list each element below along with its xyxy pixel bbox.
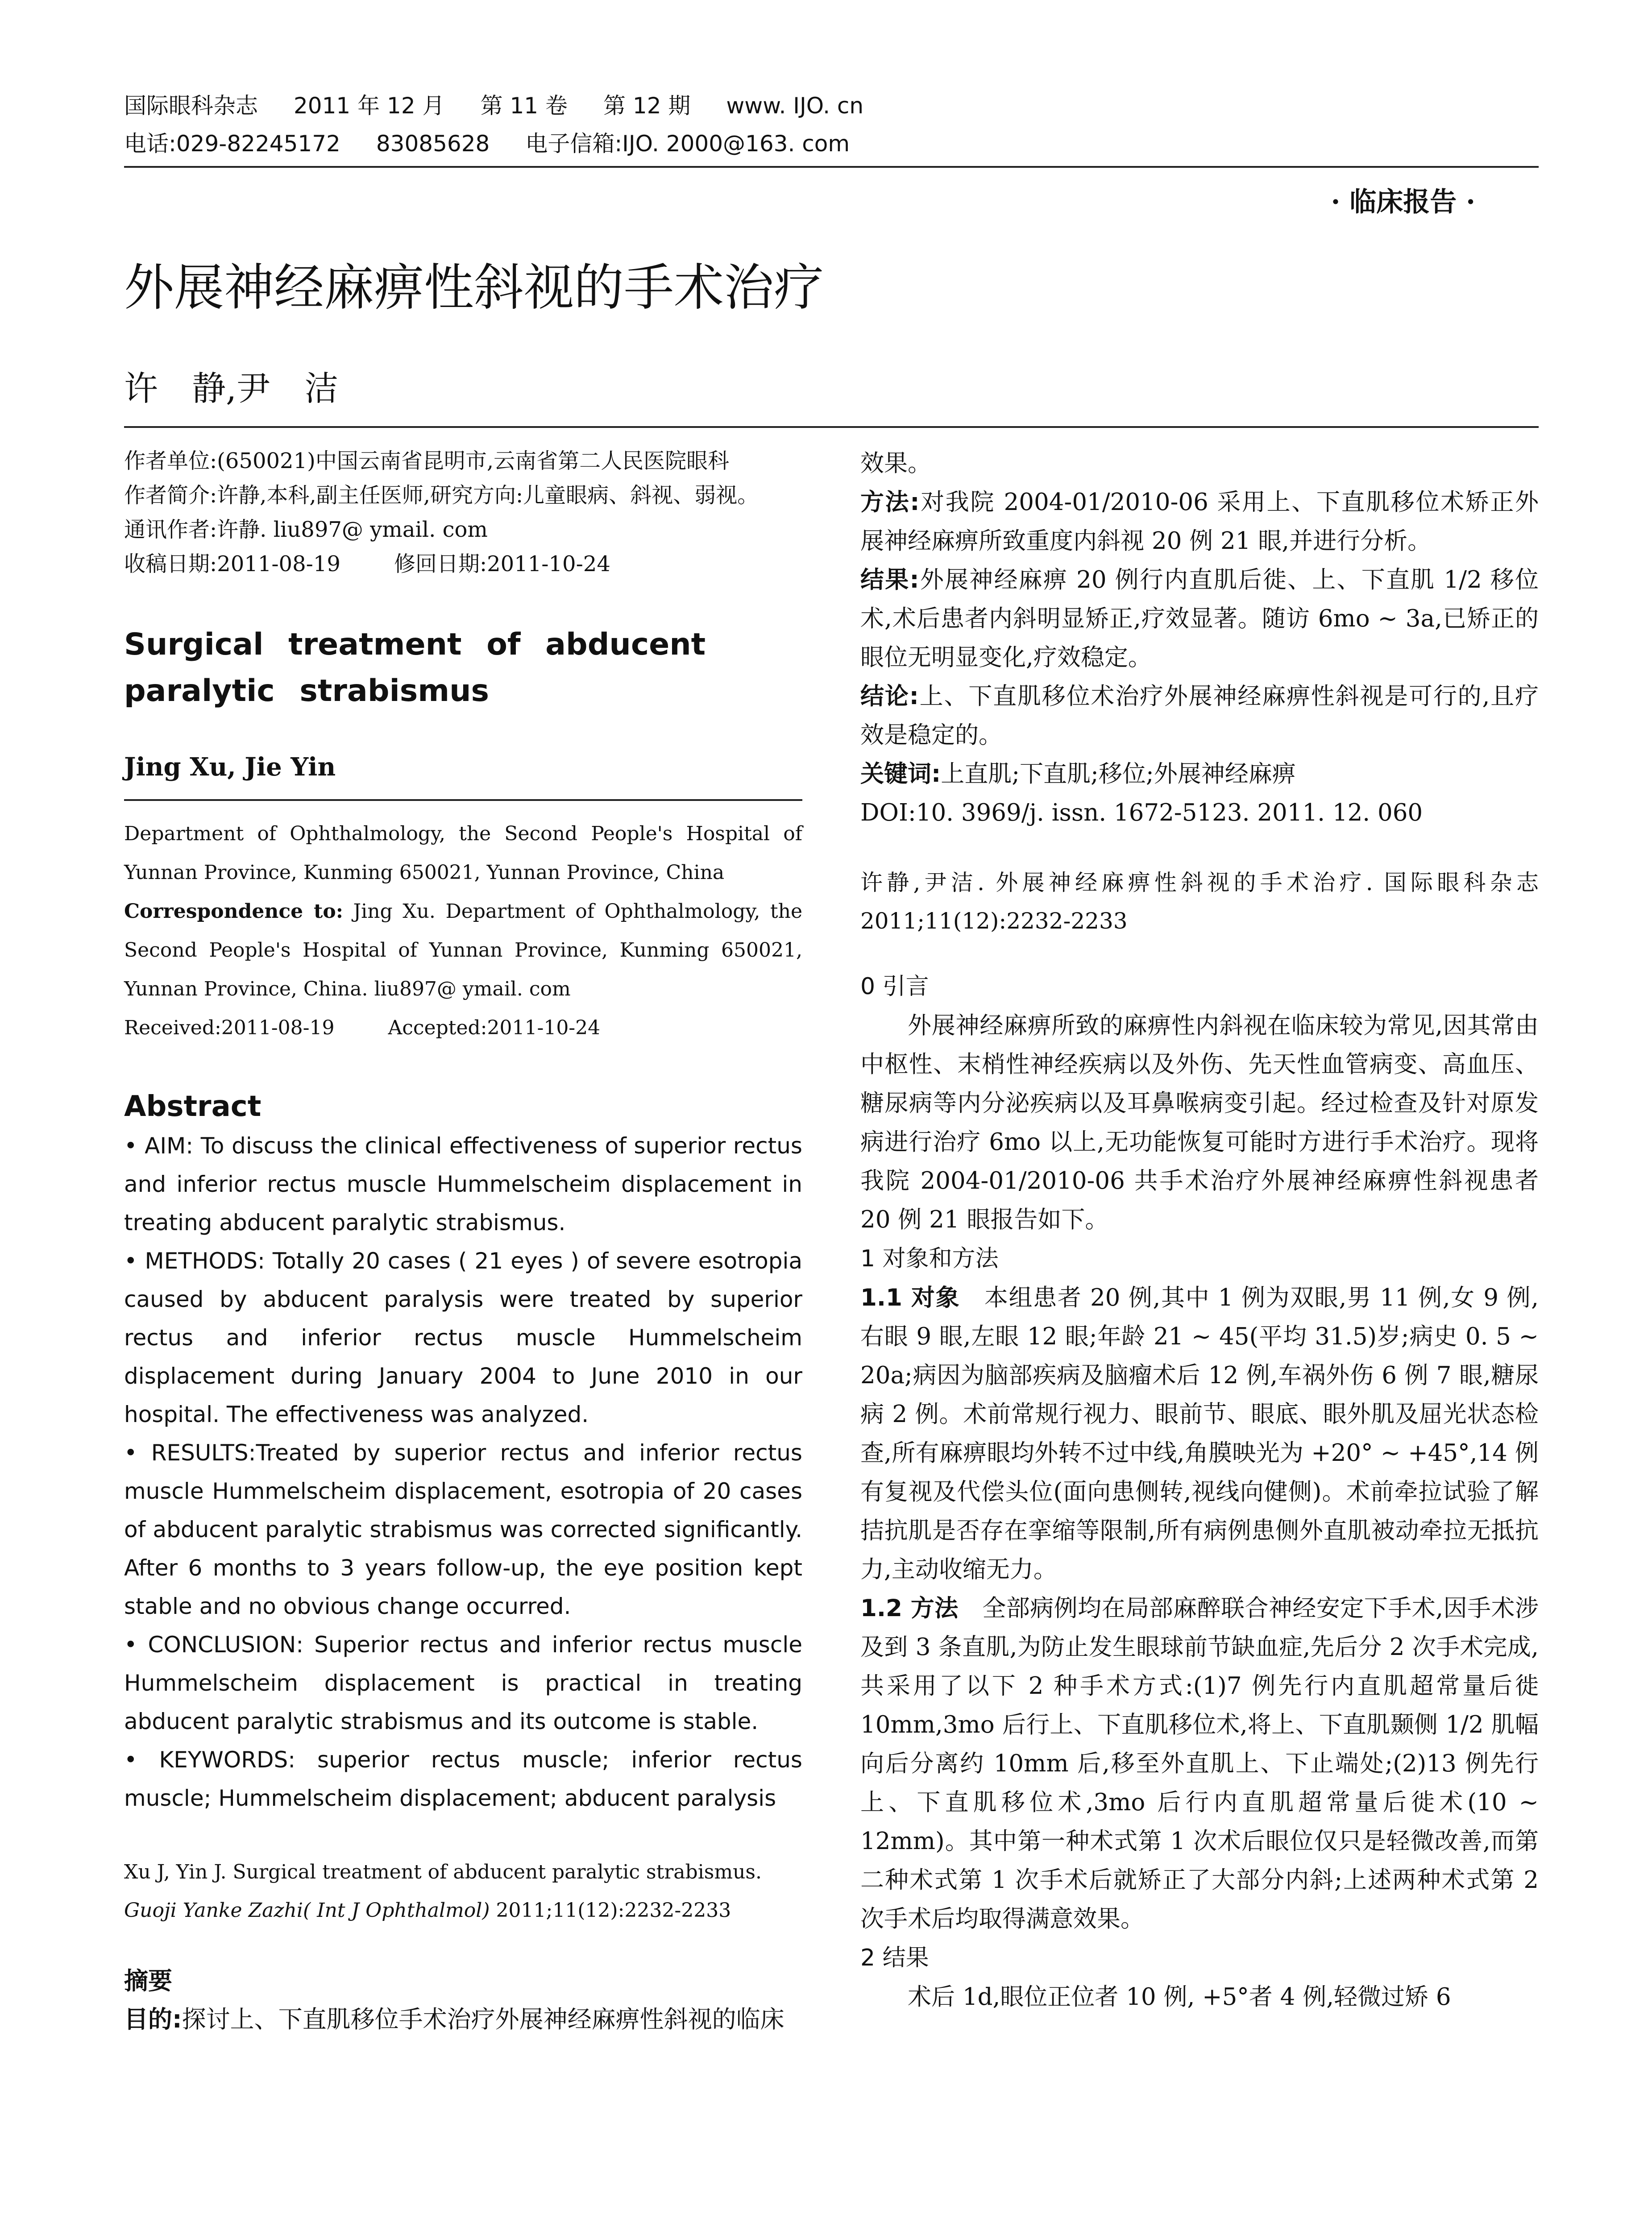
section-2-paragraph: 术后 1d,眼位正位者 10 例, +5°者 4 例,轻微过矫 6 bbox=[908, 1983, 1451, 2011]
phone-2: 83085628 bbox=[376, 131, 490, 157]
section-2-title: 2 结果 bbox=[860, 1945, 929, 1971]
abstract-heading-en: Abstract bbox=[124, 1090, 261, 1123]
left-column bbox=[124, 444, 802, 2039]
section-0-paragraph: 外展神经麻痹所致的麻痹性内斜视在临床较为常见,因其常由中枢性、末梢性神经疾病以及外伤、先天性血管病变、高血压、糖尿病等内分泌疾病以及耳鼻喉病变引起。经过检查及针对原发病进行治疗 6mo 以上,无功能恢复可能时方进行手术治疗。现将我院 2004-01/2010-06 共手术治疗外展神经麻痹性斜视患者 20 例 21 眼报告如下。 bbox=[860, 1012, 1539, 1233]
abstract-keywords: • KEYWORDS: superior rectus muscle; inferior rectus muscle; Hummelscheim displacement; abducent paralysis bbox=[124, 1747, 802, 1811]
corresponding-author: 通讯作者:许静. liu897@ ymail. com bbox=[124, 517, 488, 542]
journal-header-line1 bbox=[124, 89, 899, 122]
doi: DOI:10. 3969/j. issn. 1672-5123. 2011. 12. 060 bbox=[860, 799, 1423, 826]
abstract-heading-cn: 摘要 bbox=[124, 1967, 172, 1995]
abstract-en bbox=[124, 1127, 802, 1817]
title-rule bbox=[124, 426, 1539, 428]
author-info-cn bbox=[124, 444, 802, 581]
right-column bbox=[860, 444, 1539, 2016]
citation-en bbox=[124, 1853, 802, 1930]
accepted-date-en: Accepted:2011-10-24 bbox=[388, 1016, 601, 1039]
correspondence-label: Correspondence to: bbox=[124, 900, 343, 923]
abstract-methods-cn: 方法:对我院 2004-01/2010-06 采用上、下直肌移位术矫正外展神经麻痹所致重度内斜视 20 例 21 眼,并进行分析。 bbox=[860, 489, 1539, 555]
citation-en-line1: Xu J, Yin J. Surgical treatment of abducent paralytic strabismus. bbox=[124, 1861, 762, 1883]
authors-rule bbox=[124, 799, 802, 801]
volume: 第 11 卷 bbox=[480, 93, 568, 119]
author-bio: 作者简介:许静,本科,副主任医师,研究方向:儿童眼病、斜视、弱视。 bbox=[124, 483, 759, 508]
section-1-1-label: 1.1 对象 bbox=[860, 1284, 960, 1311]
phone: 电话:029-82245172 bbox=[124, 131, 340, 157]
abstract-aim-cn-part1: 目的:探讨上、下直肌移位手术治疗外展神经麻痹性斜视的临床 bbox=[124, 2005, 784, 2033]
authors-en: Jing Xu, Jie Yin bbox=[124, 752, 336, 782]
correspondence-en: Correspondence to: Jing Xu. Department of Ophthalmology, the Second People's Hospital of Yunnan Province, Kunming 650021, Yunnan Province, China. liu897@ ymail. com bbox=[124, 900, 802, 1000]
citation-en-line2: Guoji Yanke Zazhi( Int J Ophthalmol) 2011;11(12):2232-2233 bbox=[124, 1899, 731, 1922]
abstract-results-cn: 结果:外展神经麻痹 20 例行内直肌后徙、上、下直肌 1/2 移位术,术后患者内斜明显矫正,疗效显著。随访 6mo ~ 3a,已矫正的眼位无明显变化,疗效稳定。 bbox=[860, 566, 1539, 671]
abstract-aim-cn-part2: 效果。 bbox=[860, 450, 931, 477]
revised-date-cn: 修回日期:2011-10-24 bbox=[394, 552, 610, 576]
dates-en bbox=[124, 1008, 802, 1047]
abstract-keywords-cn: 关键词:上直肌;下直肌;移位;外展神经麻痹 bbox=[860, 760, 1296, 788]
email: 电子信箱:IJO. 2000@163. com bbox=[525, 131, 850, 157]
section-0-title: 0 引言 bbox=[860, 973, 929, 1000]
abstract-aim: • AIM: To discuss the clinical effectiveness of superior rectus and inferior rectus muscle Hummelscheim displacement in treating abducent paralytic strabismus. bbox=[124, 1133, 802, 1236]
section-1-1: 1.1 对象 本组患者 20 例,其中 1 例为双眼,男 11 例,女 9 例,右眼 9 眼,左眼 12 眼;年龄 21 ~ 45(平均 31.5)岁;病史 0. 5 ~ 20a;病因为脑部疾病及脑瘤术后 12 例,车祸外伤 6 例 7 眼,糖尿病 2 例。术前常规行视力、眼前节、眼底、眼外肌及屈光状态检查,所有麻痹眼均外转不过中线,角膜映光为 +20° ~ +45°,14 例有复视及代偿头位(面向患侧转,视线向健侧)。术前牵拉试验了解拮抗肌是否存在挛缩等限制,所有病例患侧外直肌被动牵拉无抵抗力,主动收缩无力。 bbox=[860, 1284, 1539, 1583]
abstract-methods: • METHODS: Totally 20 cases ( 21 eyes ) of severe esotropia caused by abducent paralysis were treated by superior rectus and inferior rectus muscle Hummelscheim displacement during January 2004 to June 2010 in our hospital. The effectiveness was analyzed. bbox=[124, 1248, 802, 1427]
abstract-conclusion: • CONCLUSION: Superior rectus and inferior rectus muscle Hummelscheim displacement is practical in treating abducent paralytic strabismus and its outcome is stable. bbox=[124, 1632, 802, 1734]
affiliation-en bbox=[124, 814, 802, 1047]
authors-cn: 许 静,尹 洁 bbox=[124, 369, 339, 408]
conclusion-label-cn: 结论: bbox=[860, 683, 919, 710]
section-tag: · 临床报告 · bbox=[1331, 187, 1475, 218]
article-title-en: Surgical treatment of abducent paralytic strabismus bbox=[124, 627, 706, 709]
header-rule bbox=[124, 166, 1539, 168]
journal-name: 国际眼科杂志 bbox=[124, 93, 258, 119]
aim-label-cn: 目的: bbox=[124, 2005, 182, 2033]
author-unit: 作者单位:(650021)中国云南省昆明市,云南省第二人民医院眼科 bbox=[124, 448, 730, 473]
keywords-label-cn: 关键词: bbox=[860, 760, 941, 788]
section-1-2: 1.2 方法 全部病例均在局部麻醉联合神经安定下手术,因手术涉及到 3 条直肌,为防止发生眼球前节缺血症,先后分 2 次手术完成,共采用了以下 2 种手术方式:(1)7 例先行内直肌超常量后徙 10mm,3mo 后行上、下直肌移位术,将上、下直肌颞侧 1/2 肌幅向后分离约 10mm 后,移至外直肌上、下止端处;(2)13 例先行上、下直肌移位术,3mo 后行内直肌超常量后徙术(10 ~ 12mm)。其中第一种术式第 1 次术后眼位仅只是轻微改善,而第二种术式第 1 次手术后就矫正了大部分内斜;上述两种术式第 2 次手术后均取得满意效果。 bbox=[860, 1595, 1539, 1932]
issue-date: 2011 年 12 月 bbox=[294, 93, 445, 119]
department-en: Department of Ophthalmology, the Second People's Hospital of Yunnan Province, Kunming 650021, Yunnan Province, China bbox=[124, 822, 802, 884]
section-1-2-label: 1.2 方法 bbox=[860, 1595, 959, 1622]
methods-label-cn: 方法: bbox=[860, 489, 920, 516]
received-date-cn: 收稿日期:2011-08-19 bbox=[124, 552, 340, 576]
citation-cn: 许静,尹洁. 外展神经麻痹性斜视的手术治疗. 国际眼科杂志 2011;11(12):2232-2233 bbox=[860, 870, 1539, 934]
results-label-cn: 结果: bbox=[860, 566, 919, 593]
citation-journal-en: Guoji Yanke Zazhi( Int J Ophthalmol) bbox=[124, 1899, 490, 1922]
abstract-conclusion-cn: 结论:上、下直肌移位术治疗外展神经麻痹性斜视是可行的,且疗效是稳定的。 bbox=[860, 683, 1539, 749]
received-date-en: Received:2011-08-19 bbox=[124, 1016, 335, 1039]
abstract-results: • RESULTS:Treated by superior rectus and inferior rectus muscle Hummelscheim displacement, esotropia of 20 cases of abducent paralytic strabismus was corrected significantly. After 6 months to 3 years follow-up, the eye position kept stable and no obvious change occurred. bbox=[124, 1440, 802, 1619]
journal-header-line2 bbox=[124, 127, 885, 160]
article-title-cn: 外展神经麻痹性斜视的手术治疗 bbox=[124, 259, 824, 317]
issue: 第 12 期 bbox=[603, 93, 691, 119]
dates-cn bbox=[124, 547, 802, 581]
section-1-title: 1 对象和方法 bbox=[860, 1245, 999, 1272]
journal-url: www. IJO. cn bbox=[726, 93, 864, 119]
